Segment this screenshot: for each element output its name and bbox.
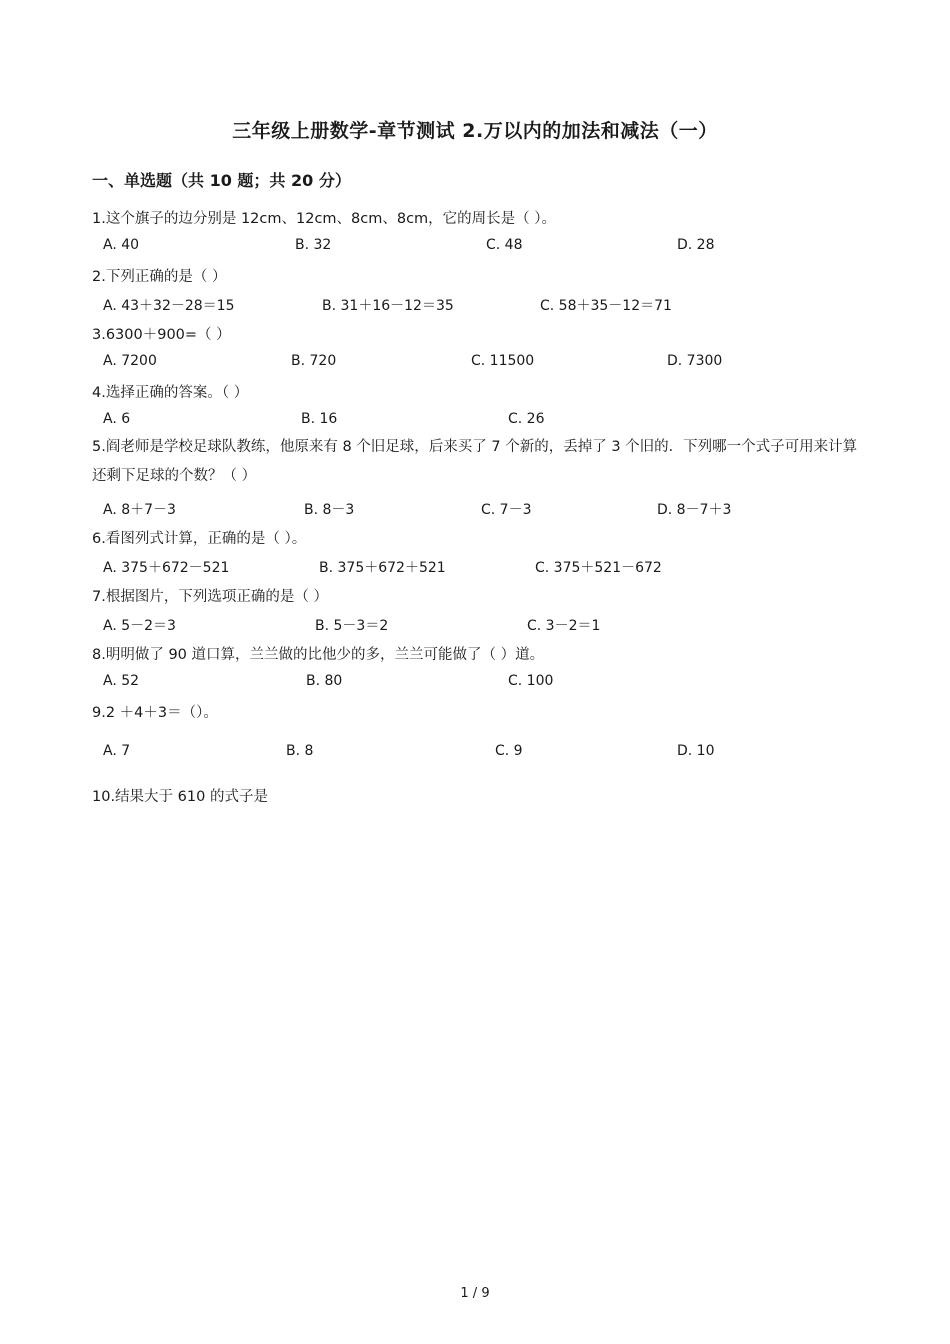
q3-option-c[interactable]: C. 11500	[471, 353, 535, 369]
q4-option-a[interactable]: A. 6	[103, 411, 131, 427]
q3-option-b[interactable]: B. 720	[291, 353, 337, 369]
q7-option-b[interactable]: B. 5－3＝2	[315, 618, 389, 634]
q9-option-a[interactable]: A. 7	[103, 743, 131, 759]
q9-option-c[interactable]: C. 9	[495, 743, 523, 759]
q2-option-b[interactable]: B. 31＋16－12＝35	[322, 298, 454, 314]
q3-option-a[interactable]: A. 7200	[103, 353, 157, 369]
q5-option-d[interactable]: D. 8－7＋3	[657, 502, 732, 518]
question-8: 8.明明做了 90 道口算，兰兰做的比他少的多，兰兰可能做了（ ）道。	[92, 647, 545, 663]
q2-option-c[interactable]: C. 58＋35－12＝71	[540, 298, 672, 314]
page-title: 三年级上册数学-章节测试 2.万以内的加法和减法（一）	[232, 120, 718, 142]
q5-option-c[interactable]: C. 7－3	[481, 502, 532, 518]
q8-option-b[interactable]: B. 80	[306, 673, 343, 689]
q1-option-a[interactable]: A. 40	[103, 237, 140, 253]
q6-option-c[interactable]: C. 375＋521－672	[535, 560, 662, 576]
section-heading: 一、单选题（共 10 题；共 20 分）	[92, 171, 351, 190]
question-7: 7.根据图片，下列选项正确的是（ ）	[92, 589, 328, 605]
q6-option-b[interactable]: B. 375＋672＋521	[319, 560, 446, 576]
q4-option-c[interactable]: C. 26	[508, 411, 545, 427]
question-1: 1.这个旗子的边分别是 12cm、12cm、8cm、8cm，它的周长是（ ）。	[92, 211, 557, 227]
q8-option-c[interactable]: C. 100	[508, 673, 554, 689]
q9-option-d[interactable]: D. 10	[677, 743, 715, 759]
q5-option-b[interactable]: B. 8－3	[304, 502, 355, 518]
q7-option-a[interactable]: A. 5－2＝3	[103, 618, 176, 634]
q1-option-c[interactable]: C. 48	[486, 237, 523, 253]
question-2: 2.下列正确的是（ ）	[92, 269, 227, 285]
q6-option-a[interactable]: A. 375＋672－521	[103, 560, 230, 576]
question-6: 6.看图列式计算，正确的是（ ）。	[92, 531, 307, 547]
question-3: 3.6300＋900=（ ）	[92, 327, 231, 343]
q7-option-c[interactable]: C. 3－2＝1	[527, 618, 601, 634]
q9-option-b[interactable]: B. 8	[286, 743, 314, 759]
q8-option-a[interactable]: A. 52	[103, 673, 140, 689]
question-10: 10.结果大于 610 的式子是	[92, 789, 268, 805]
q1-option-b[interactable]: B. 32	[295, 237, 332, 253]
q3-option-d[interactable]: D. 7300	[667, 353, 723, 369]
q4-option-b[interactable]: B. 16	[301, 411, 338, 427]
question-9: 9.2 ＋4＋3＝（）。	[92, 705, 218, 721]
q1-option-d[interactable]: D. 28	[677, 237, 715, 253]
question-4: 4.选择正确的答案。（ ）	[92, 385, 249, 401]
page-number: 1 / 9	[460, 1286, 490, 1301]
q5-option-a[interactable]: A. 8＋7－3	[103, 502, 176, 518]
q2-option-a[interactable]: A. 43＋32－28＝15	[103, 298, 235, 314]
question-5: 5.阎老师是学校足球队教练，他原来有 8 个旧足球，后来买了 7 个新的，丢掉了 3 个旧的．下列哪一个式子可用来计算还剩下足球的个数？（ ）	[92, 439, 858, 484]
